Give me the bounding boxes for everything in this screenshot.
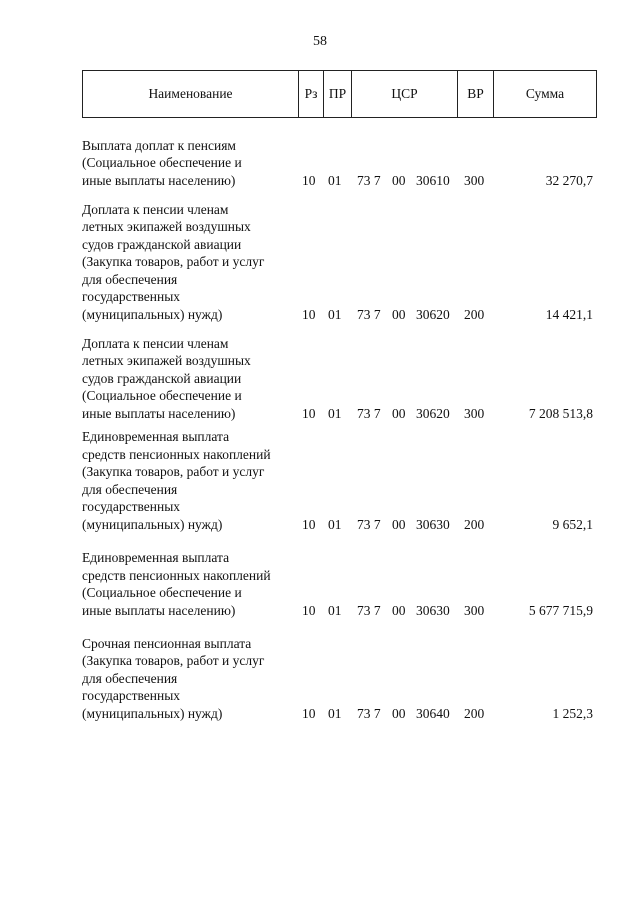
row-rz: 10 <box>302 172 316 188</box>
row-csr-subprogram: 00 <box>392 516 406 532</box>
row-csr-code: 30620 <box>416 405 450 421</box>
page-number: 58 <box>313 34 327 49</box>
row-rz: 10 <box>302 306 316 322</box>
row-csr-program: 73 7 <box>357 405 381 421</box>
row-csr-program: 73 7 <box>357 602 381 618</box>
row-rz: 10 <box>302 516 316 532</box>
row-sum: 14 421,1 <box>545 306 593 322</box>
row-name: Срочная пенсионная выплата (Закупка товаров, работ и услуг для обеспечения государственных (муниципальных) нужд) <box>82 635 265 721</box>
row-vr: 300 <box>464 172 485 188</box>
table-row <box>82 634 597 722</box>
row-name: Доплата к пенсии членам летных экипажей воздушных судов гражданской авиации (Социальное обеспечение и иные выплаты населению) <box>82 335 251 421</box>
row-sum: 5 677 715,9 <box>528 602 593 618</box>
row-pr: 01 <box>328 602 342 618</box>
row-csr-code: 30620 <box>416 306 450 322</box>
row-sum: 7 208 513,8 <box>528 405 593 421</box>
row-rz: 10 <box>302 705 316 721</box>
row-sum: 32 270,7 <box>545 172 593 188</box>
header-name: Наименование <box>83 71 299 117</box>
row-csr-code: 30640 <box>416 705 450 721</box>
table-header <box>82 70 597 118</box>
row-vr: 300 <box>464 405 485 421</box>
row-vr: 200 <box>464 705 485 721</box>
row-csr-subprogram: 00 <box>392 172 406 188</box>
row-csr-program: 73 7 <box>357 306 381 322</box>
row-csr-code: 30630 <box>416 602 450 618</box>
row-name: Единовременная выплата средств пенсионных накоплений (Закупка товаров, работ и услуг для обеспечения государственных (муниципальных) нужд) <box>82 429 271 532</box>
row-sum: 9 652,1 <box>552 516 593 532</box>
row-csr-program: 73 7 <box>357 172 381 188</box>
row-vr: 200 <box>464 516 485 532</box>
row-csr-program: 73 7 <box>357 516 381 532</box>
header-vr: ВР <box>458 71 494 117</box>
row-csr-subprogram: 00 <box>392 306 406 322</box>
row-rz: 10 <box>302 405 316 421</box>
row-csr-program: 73 7 <box>357 705 381 721</box>
row-name: Единовременная выплата средств пенсионных накоплений (Социальное обеспечение и иные выплаты населению) <box>82 550 271 618</box>
header-pr: ПР <box>324 71 352 117</box>
row-csr-subprogram: 00 <box>392 705 406 721</box>
table-row <box>82 137 597 189</box>
header-rz: Рз <box>299 71 324 117</box>
table-row <box>82 548 597 619</box>
table-row <box>82 334 597 422</box>
header-csr: ЦСР <box>352 71 458 117</box>
row-csr-code: 30630 <box>416 516 450 532</box>
row-name: Выплата доплат к пенсиям (Социальное обеспечение и иные выплаты населению) <box>82 137 242 188</box>
row-pr: 01 <box>328 405 342 421</box>
row-sum: 1 252,3 <box>552 705 593 721</box>
row-pr: 01 <box>328 172 342 188</box>
table-row <box>82 428 597 533</box>
row-vr: 300 <box>464 602 485 618</box>
row-vr: 200 <box>464 306 485 322</box>
table-row <box>82 201 597 323</box>
row-rz: 10 <box>302 602 316 618</box>
row-csr-subprogram: 00 <box>392 602 406 618</box>
row-pr: 01 <box>328 705 342 721</box>
header-sum: Сумма <box>525 86 565 101</box>
row-name: Доплата к пенсии членам летных экипажей воздушных судов гражданской авиации (Закупка товаров, работ и услуг для обеспечения государственных (муниципальных) нужд) <box>82 201 265 322</box>
row-csr-code: 30610 <box>416 172 450 188</box>
row-pr: 01 <box>328 306 342 322</box>
row-csr-subprogram: 00 <box>392 405 406 421</box>
row-pr: 01 <box>328 516 342 532</box>
